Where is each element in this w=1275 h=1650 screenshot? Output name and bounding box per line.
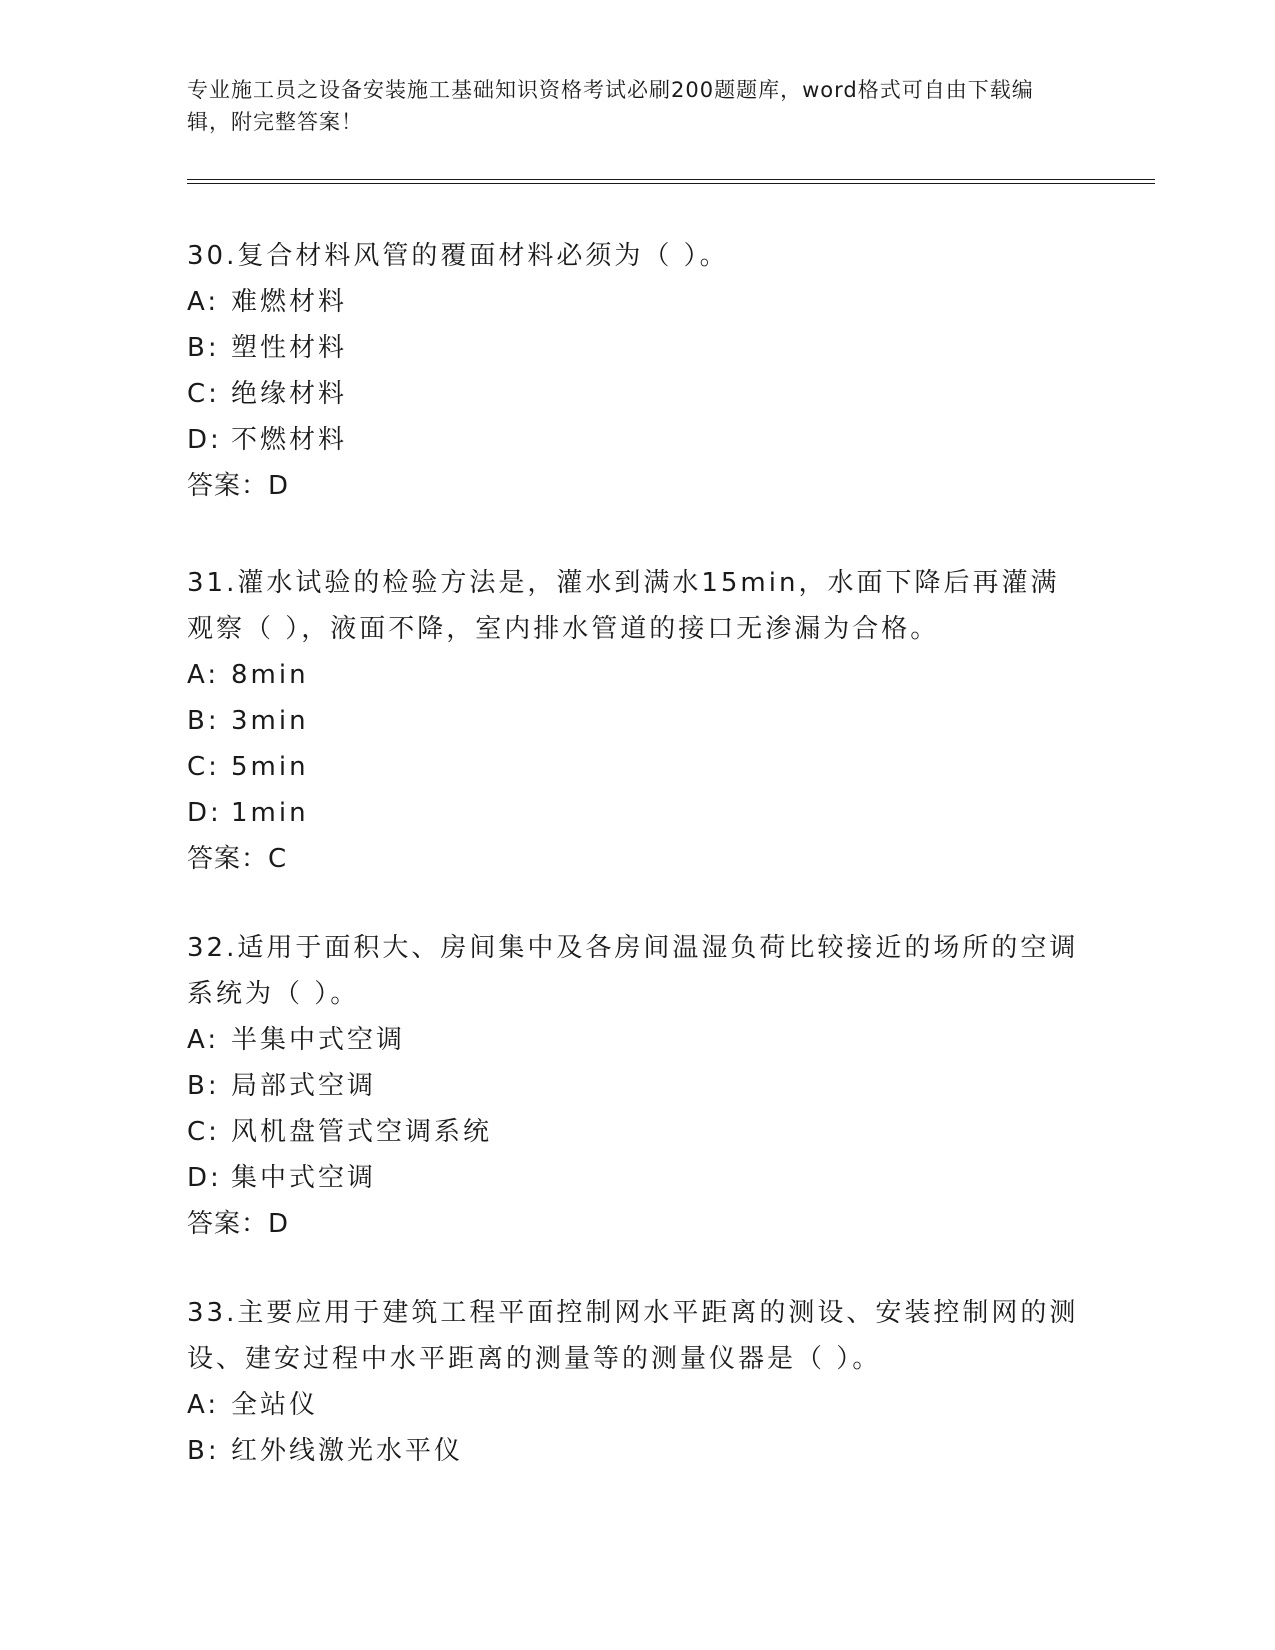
option-text: 绝缘材料 [231,379,348,409]
option-d [187,790,1087,836]
option-a [187,652,1087,698]
option-d [187,417,1087,463]
header-divider-bottom [187,183,1155,184]
option-text: 塑性材料 [231,333,348,363]
option-label: A: [187,287,220,317]
option-label: A: [187,1390,220,1420]
option-c [187,744,1087,790]
document-header: 专业施工员之设备安装施工基础知识资格考试必刷200题题库，word格式可自由下载编辑，附完整答案！ [187,78,1034,134]
option-text: 半集中式空调 [231,1025,406,1055]
question-text: 31.灌水试验的检验方法是，灌水到满水15min，水面下降后再灌满观察（ ），液面不降，室内排水管道的接口无渗漏为合格。 [187,568,1060,644]
question-33 [187,1290,1087,1474]
option-label: D: [187,798,222,828]
question-text: 30.复合材料风管的覆面材料必须为（ ）。 [187,241,729,271]
option-label: C: [187,379,220,409]
option-text: 难燃材料 [231,287,348,317]
option-b [187,1428,1087,1474]
option-label: A: [187,660,220,690]
option-text: 8min [231,660,309,690]
option-a [187,1017,1087,1063]
option-label: D: [187,425,222,455]
answer: 答案：D [187,471,290,501]
option-label: A: [187,1025,220,1055]
option-label: B: [187,1071,220,1101]
answer: 答案：C [187,844,288,874]
option-label: C: [187,752,220,782]
option-label: B: [187,706,220,736]
option-text: 不燃材料 [231,425,348,455]
option-b [187,1063,1087,1109]
option-label: C: [187,1117,220,1147]
option-text: 红外线激光水平仪 [231,1436,464,1466]
option-text: 3min [231,706,309,736]
question-30 [187,233,1087,509]
option-b [187,325,1087,371]
option-d [187,1155,1087,1201]
question-text: 33.主要应用于建筑工程平面控制网水平距离的测设、安装控制网的测设、建安过程中水平距离的测量等的测量仪器是（ ）。 [187,1298,1079,1374]
option-text: 5min [231,752,309,782]
option-text: 风机盘管式空调系统 [231,1117,493,1147]
option-c [187,371,1087,417]
option-label: B: [187,333,220,363]
option-text: 全站仪 [231,1390,319,1420]
header-divider-top [187,179,1155,180]
question-31 [187,560,1087,882]
option-text: 集中式空调 [231,1163,377,1193]
option-c [187,1109,1087,1155]
question-text: 32.适用于面积大、房间集中及各房间温湿负荷比较接近的场所的空调系统为（ ）。 [187,933,1079,1009]
option-label: B: [187,1436,220,1466]
option-text: 1min [231,798,309,828]
option-text: 局部式空调 [231,1071,377,1101]
option-label: D: [187,1163,222,1193]
answer: 答案：D [187,1209,290,1239]
question-32 [187,925,1087,1247]
option-b [187,698,1087,744]
option-a [187,1382,1087,1428]
option-a [187,279,1087,325]
